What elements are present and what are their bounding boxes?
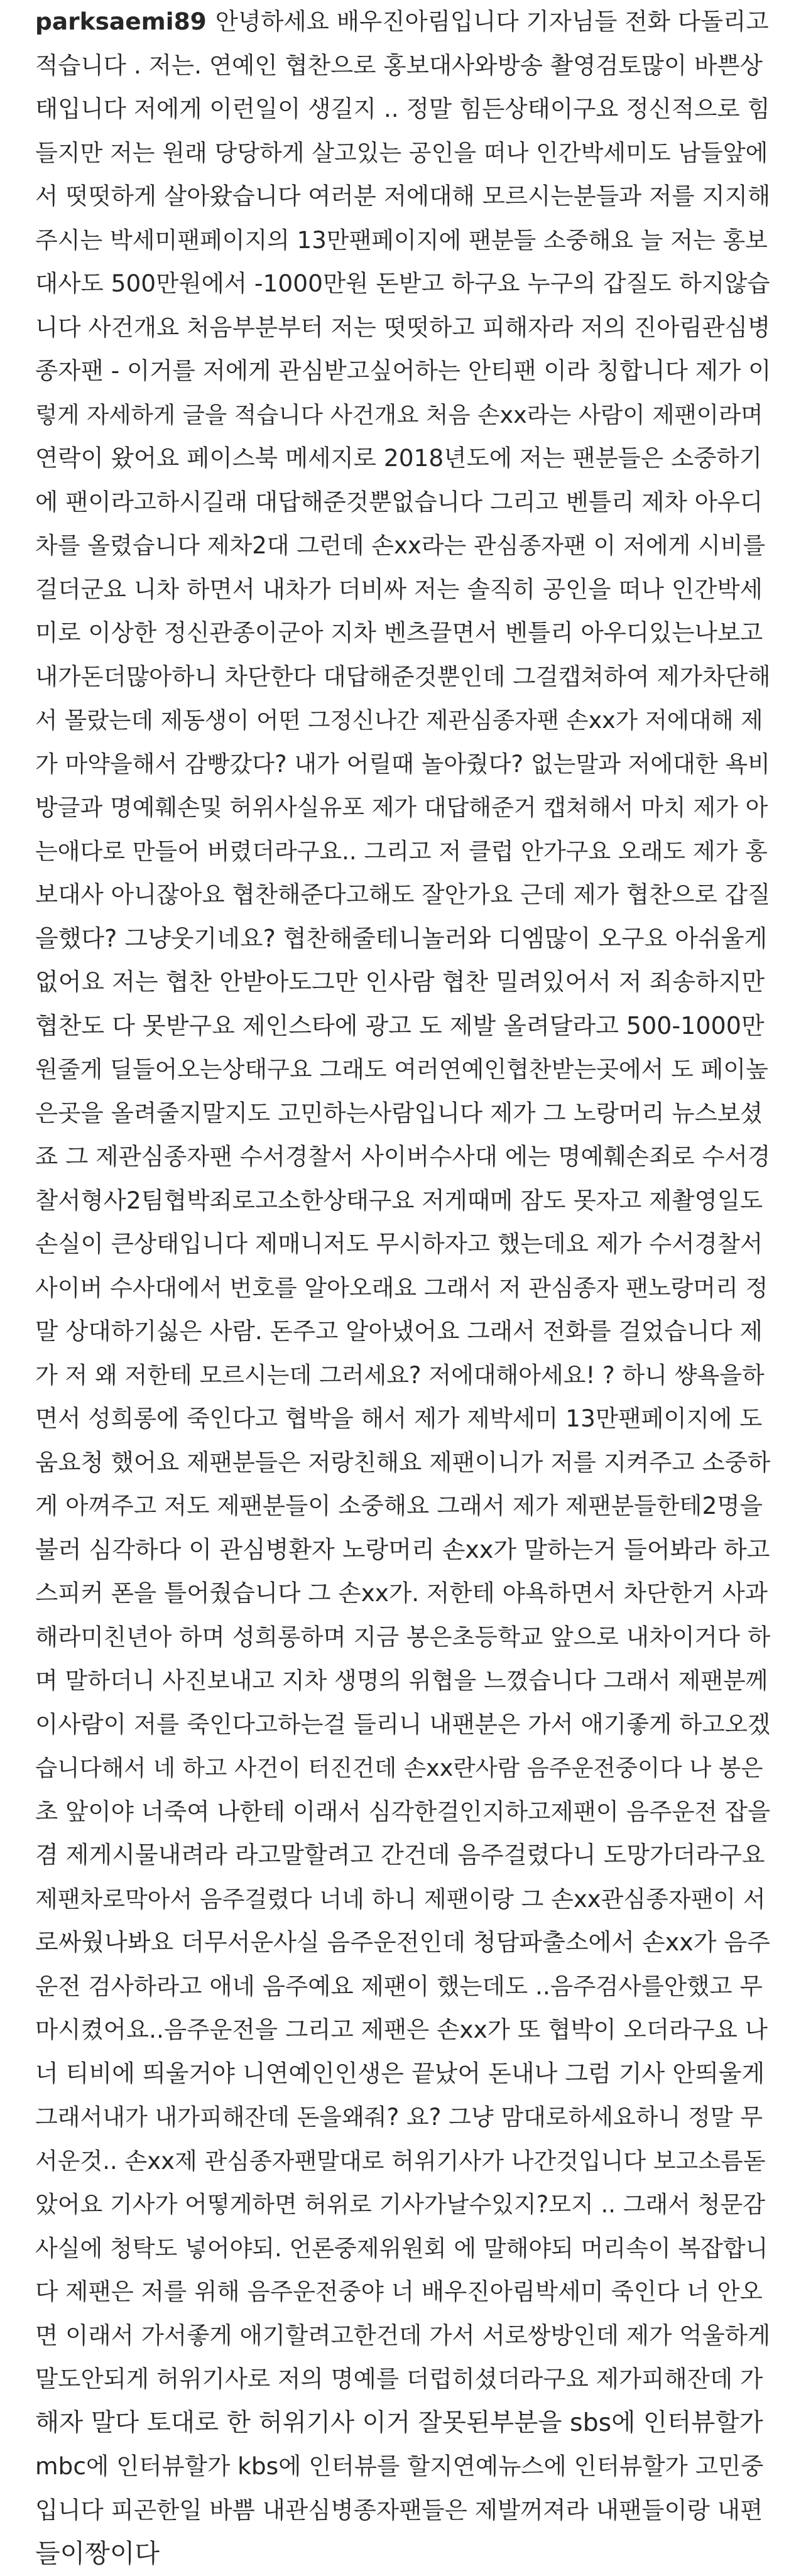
caption-line	[35, 44, 771, 88]
caption-line	[35, 2139, 771, 2183]
caption-line	[35, 306, 771, 350]
caption-line	[35, 742, 771, 786]
caption-line	[35, 830, 771, 874]
caption-line	[35, 1965, 771, 2009]
caption-line	[35, 1659, 771, 1703]
caption-text: 이사람이 저를 죽인다고하는걸 들리니 내팬분은 가서 애기좋게 하고오겠	[35, 1710, 771, 1738]
caption-text: 면서 성희롱에 죽인다고 협박을 해서 제가 제박세미 13만팬페이지에 도	[35, 1405, 763, 1432]
caption-line	[35, 568, 771, 612]
username-link[interactable]: parksaemi89	[35, 8, 207, 35]
caption-line	[35, 2227, 771, 2271]
caption-text: 운전 검사하라고 애네 음주예요 제팬이 했는데도 ..음주검사를안했고 무	[35, 1972, 763, 2000]
caption-line	[35, 1834, 771, 1878]
caption-line	[35, 2357, 771, 2401]
caption-line	[35, 2052, 771, 2096]
caption-text: 로싸웠나봐요 더무서운사실 음주운전인데 청담파출소에서 손xx가 음주	[35, 1928, 770, 1956]
caption-text: 서운것.. 손xx제 관심종자팬말대로 허위기사가 나간것입니다 보고소름돋	[35, 2147, 766, 2175]
caption-line	[35, 349, 771, 393]
caption-text: 없어요 저는 협찬 안받아도그만 인사람 협찬 밀려있어서 저 죄송하지만	[35, 968, 765, 996]
caption-text: 말 상대하기싫은 사람. 돈주고 알아냈어요 그래서 전화를 걸었습니다 제	[35, 1317, 763, 1345]
caption-line	[35, 1310, 771, 1354]
caption-text: 들지만 저는 원래 당당하게 살고있는 공인을 떠나 인간박세미도 남들앞에	[35, 139, 768, 166]
caption-text: 연락이 왔어요 페이스북 메세지로 2018년도에 저는 팬분들은 소중하기	[35, 444, 762, 472]
caption-line	[35, 960, 771, 1004]
caption-text: 는애다로 만들어 버렸더라구요.. 그리고 저 클럽 안가구요 오래도 제가 홍	[35, 837, 768, 865]
caption-line	[35, 873, 771, 917]
caption-line	[35, 1703, 771, 1747]
caption-line	[35, 219, 771, 263]
caption-line	[35, 698, 771, 742]
caption-text: 사실에 청탁도 넣어야되. 언론중제위원회 에 말해야되 머리속이 복잡합니	[35, 2234, 768, 2262]
caption-line	[35, 1572, 771, 1616]
caption-text: 태입니다 저에게 이런일이 생길지 .. 정말 힘든상태이구요 정신적으로 힘	[35, 95, 770, 122]
caption-text: 제팬차로막아서 음주걸렸다 너네 하니 제팬이랑 그 손xx관심종자팬이 서	[35, 1885, 766, 1913]
caption-line	[35, 1048, 771, 1092]
caption-line	[35, 2401, 771, 2445]
caption-text: 게 아껴주고 저도 제팬분들이 소중해요 그래서 제가 제팬분들한테2명을	[35, 1492, 763, 1519]
caption-line	[35, 1441, 771, 1485]
caption-text: 그래서내가 내가피해잔데 돈을왜줘? 요? 그냥 맘대로하세요하니 정말 무	[35, 2104, 763, 2131]
caption-text: 손실이 큰상태입니다 제매니저도 무시하자고 했는데요 제가 수서경찰서	[35, 1230, 763, 1258]
caption-text: 걸더군요 니차 하면서 내차가 더비싸 저는 솔직히 공인을 떠나 인간박세	[35, 575, 763, 603]
caption-text: 미로 이상한 정신관종이군아 지차 벤츠끌면서 벤틀리 아우디있는나보고	[35, 619, 763, 646]
caption-text: 해라미친년아 하며 성희롱하며 지금 봉은초등학교 앞으로 내차이거다 하	[35, 1622, 771, 1651]
caption-text: 안녕하세요 배우진아림입니다 기자님들 전화 다돌리고	[215, 8, 769, 35]
caption-line	[35, 481, 771, 524]
caption-text: 가 저 왜 저한테 모르시는데 그러세요? 저에대해아세요! ? 하니 썅욕을하	[35, 1361, 765, 1389]
caption-text: 들이짱이다	[35, 2538, 160, 2568]
caption-line	[35, 1135, 771, 1179]
caption-line	[35, 1179, 771, 1223]
caption-text: 너 티비에 띄울거야 니연예인인생은 끝났어 돈내나 그럼 기사 안띄울게	[35, 2059, 765, 2087]
caption-line	[35, 2183, 771, 2227]
caption-line	[35, 2314, 771, 2358]
caption-text: 내가돈더많아하니 차단한다 대답해준것뿐인데 그걸캡쳐하여 제가차단해	[35, 662, 771, 690]
caption-text: 불러 심각하다 이 관심병환자 노랑머리 손xx가 말하는거 들어봐라 하고	[35, 1535, 770, 1563]
caption-text: 면 이래서 가서좋게 애기할려고한건데 가서 서로쌍방인데 제가 억울하게	[35, 2321, 771, 2349]
caption-text: 대사도 500만원에서 -1000만원 돈받고 하구요 누구의 갑질도 하지않습	[35, 269, 770, 297]
caption-line	[35, 2489, 771, 2533]
caption-text: 은곳을 올려줄지말지도 고민하는사람입니다 제가 그 노랑머리 뉴스보셨	[35, 1099, 763, 1127]
caption-line	[35, 1528, 771, 1572]
caption-text: 원줄게 딜들어오는상태구요 그래도 여러연예인협찬받는곳에서 도 페이높	[35, 1056, 768, 1083]
caption-text: 가 마약을해서 감빵갔다? 내가 어릴때 놀아줬다? 없는말과 저에대한 욕비	[35, 750, 770, 778]
caption-text: 적습니다 . 저는. 연예인 협찬으로 홍보대사와방송 촬영검토많이 바쁜상	[35, 51, 763, 79]
caption-text: 에 팬이라고하시길래 대답해준것뿐없습니다 그리고 벤틀리 제차 아우디	[35, 487, 763, 516]
caption-line	[35, 1397, 771, 1441]
caption-line	[35, 2445, 771, 2489]
caption-line	[35, 1790, 771, 1834]
caption-line	[35, 1266, 771, 1310]
caption-line	[35, 1746, 771, 1790]
caption-line	[35, 1222, 771, 1266]
caption-text: 다 제팬은 저를 위해 음주운전중야 너 배우진아림박세미 죽인다 너 안오	[35, 2278, 763, 2305]
caption-text: 초 앞이야 너죽여 나한테 이래서 심각한걸인지하고제팬이 음주운전 잡을	[35, 1797, 771, 1825]
caption-text: 찰서형사2팀협박죄로고소한상태구요 저게때메 잠도 못자고 제촬영일도	[35, 1186, 763, 1214]
caption-line	[35, 1484, 771, 1528]
caption-text: 말도안되게 허위기사로 저의 명예를 더럽히셨더라구요 제가피해잔데 가	[35, 2365, 763, 2393]
caption-line	[35, 393, 771, 437]
caption-text: 서 떳떳하게 살아왔습니다 여러분 저에대해 모르시는분들과 저를 지지해	[35, 182, 771, 210]
caption-text: 협찬도 다 못받구요 제인스타에 광고 도 제발 올려달라고 500-1000만	[35, 1011, 765, 1040]
caption-line	[35, 1878, 771, 1921]
caption-line	[35, 1004, 771, 1048]
caption-line	[35, 0, 771, 44]
caption-text: 사이버 수사대에서 번호를 알아오래요 그래서 저 관심종자 팬노랑머리 정	[35, 1274, 768, 1302]
caption-line	[35, 1354, 771, 1398]
caption-text: 보대사 아니잖아요 협찬해준다고해도 잘안가요 근데 제가 협찬으로 갑질	[35, 881, 771, 908]
caption-text: 움요청 했어요 제팬분들은 저랑친해요 제팬이니가 저를 지켜주고 소중하	[35, 1448, 771, 1476]
caption-line	[35, 1092, 771, 1136]
caption-text: 습니다해서 네 하고 사건이 터진건데 손xx란사람 음주운전중이다 나 봉은	[35, 1754, 763, 1781]
caption-line	[35, 175, 771, 219]
caption-line	[35, 2270, 771, 2314]
caption-text: 을했다? 그냥웃기네요? 협찬해줄테니놀러와 디엠많이 오구요 아쉬울게	[35, 924, 768, 952]
caption-text: 니다 사건개요 처음부분부터 저는 떳떳하고 피해자라 저의 진아림관심병	[35, 313, 771, 341]
caption-text: 마시켰어요..음주운전을 그리고 제팬은 손xx가 또 협박이 오더라구요 나	[35, 2016, 768, 2043]
caption-text: 죠 그 제관심종자팬 수서경찰서 사이버수사대 에는 명예훼손죄로 수서경	[35, 1143, 771, 1170]
caption-text: 았어요 기사가 어떻게하면 허위로 기사가날수있지?모지 .. 그래서 청문감	[35, 2191, 766, 2218]
caption-line	[35, 611, 771, 655]
caption-line	[35, 917, 771, 961]
caption-line	[35, 87, 771, 131]
caption-line	[35, 1616, 771, 1660]
post-caption	[35, 0, 771, 2576]
caption-text: 주시는 박세미팬페이지의 13만팬페이지에 팬분들 소중해요 늘 저는 홍보	[35, 226, 768, 254]
caption-text: 렇게 자세하게 글을 적습니다 사건개요 처음 손xx라는 사람이 제팬이라며	[35, 401, 763, 428]
caption-text: 입니다 피곤한일 바쁨 내관심병종자팬들은 제발꺼져라 내팬들이랑 내편	[35, 2496, 763, 2524]
caption-line	[35, 1921, 771, 1965]
caption-text: 방글과 명예훼손및 허위사실유포 제가 대답해준거 캡쳐해서 마치 제가 아	[35, 794, 768, 821]
caption-line	[35, 262, 771, 306]
caption-line	[35, 524, 771, 568]
caption-text: 겸 제게시물내려라 라고말할려고 간건데 음주걸렸다니 도망가더라구요	[35, 1841, 765, 1869]
caption-text: 해자 말다 토대로 한 허위기사 이거 잘못된부분을 sbs에 인터뷰할가	[35, 2408, 763, 2437]
caption-text: 차를 올렸습니다 제차2대 그런데 손xx라는 관심종자팬 이 저에게 시비를	[35, 532, 766, 559]
caption-line	[35, 786, 771, 830]
caption-line	[35, 437, 771, 481]
caption-text: 서 몰랐는데 제동생이 어떤 그정신나간 제관심종자팬 손xx가 저에대해 제	[35, 707, 763, 734]
caption-line	[35, 131, 771, 175]
caption-line	[35, 2532, 771, 2576]
caption-line	[35, 655, 771, 699]
caption-text: mbc에 인터뷰할가 kbs에 인터뷰를 할지연예뉴스에 인터뷰할가 고민중	[35, 2452, 764, 2480]
caption-text: 종자팬 - 이거를 저에게 관심받고싶어하는 안티팬 이라 칭합니다 제가 이	[35, 357, 771, 384]
caption-line	[35, 2095, 771, 2139]
caption-line	[35, 2008, 771, 2052]
caption-text: 스피커 폰을 틀어줬습니다 그 손xx가. 저한테 야욕하면서 차단한거 사과	[35, 1579, 768, 1607]
caption-text: 며 말하더니 사진보내고 지차 생명의 위협을 느꼈습니다 그래서 제팬분께	[35, 1667, 768, 1694]
